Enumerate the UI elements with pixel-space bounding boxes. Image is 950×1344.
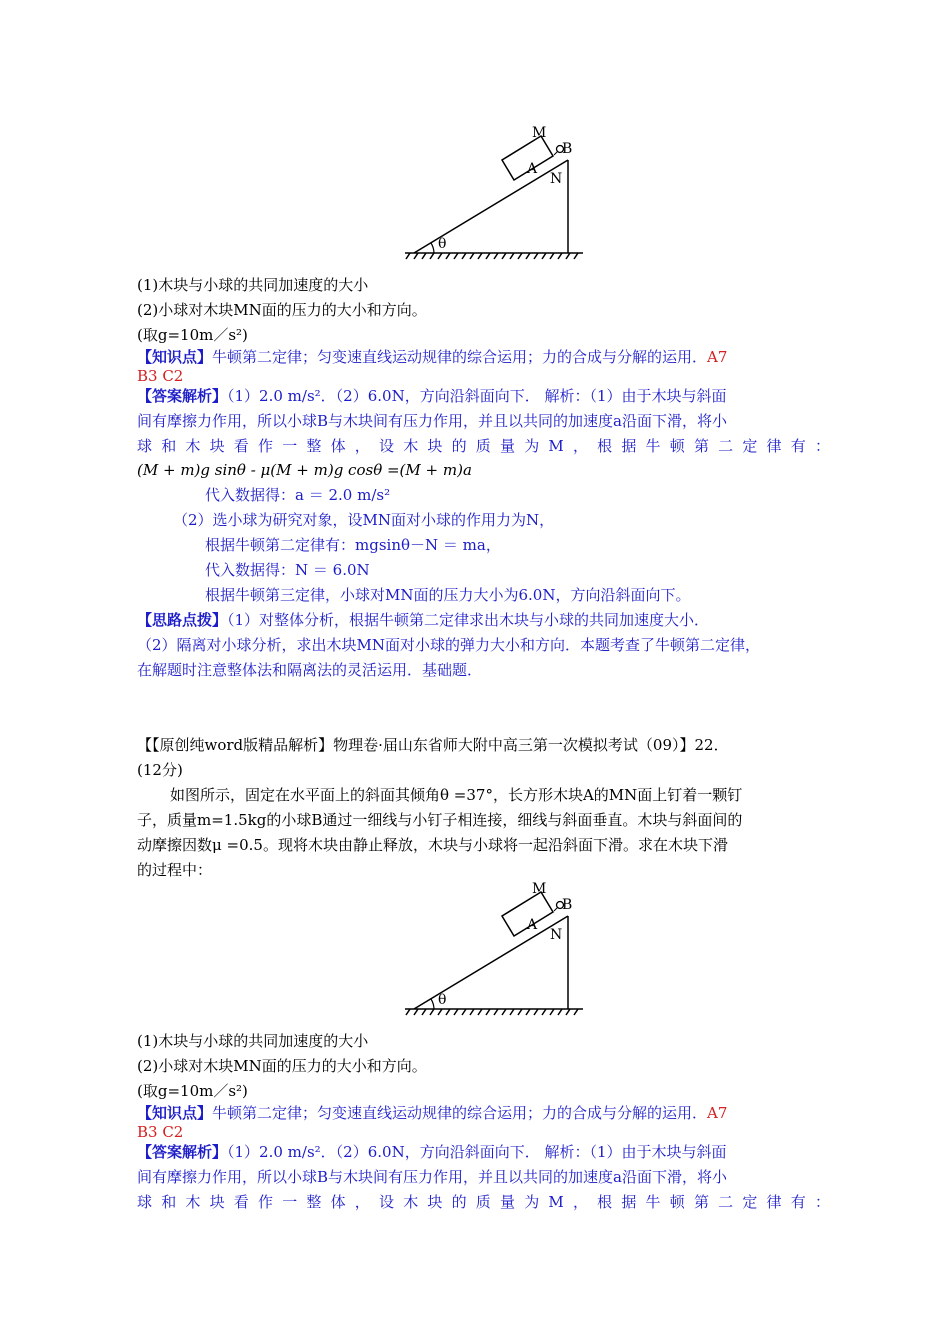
knowledge-point xyxy=(137,1103,727,1123)
part-2-line: （2）选小球为研究对象，设MN面对小球的作用力为N， xyxy=(173,511,555,529)
answer-tag: 【答案解析】 xyxy=(137,1143,228,1161)
ground-line xyxy=(405,1009,583,1015)
angle-label: θ xyxy=(438,236,447,252)
label-a: A xyxy=(527,161,538,177)
label-m: M xyxy=(532,125,547,141)
problem-header: 【【原创纯word版精品解析】物理卷·届山东省师大附中高三第一次模拟考试（09）】22． xyxy=(137,736,729,754)
hint-line-3: 在解题时注意整体法和隔离法的灵活运用．基础题． xyxy=(137,661,483,679)
label-n: N xyxy=(550,927,563,943)
label-m: M xyxy=(532,881,547,897)
knowledge-point xyxy=(137,347,727,367)
knowledge-point-codes-cont: B3 C2 xyxy=(137,1123,184,1141)
knowledge-point-tag: 【知识点】 xyxy=(137,348,213,366)
incline-figure xyxy=(400,120,590,260)
knowledge-point-text: 牛顿第二定律；匀变速直线运动规律的综合运用；力的合成与分解的运用． xyxy=(212,1104,708,1122)
knowledge-point-codes: A7 xyxy=(707,1104,728,1122)
angle-arc xyxy=(431,999,434,1009)
gravity-note: (取g=10m／s²) xyxy=(137,1082,248,1100)
question-2: (2)小球对木块MN面的压力的大小和方向。 xyxy=(137,1057,427,1075)
knowledge-point-codes: A7 xyxy=(707,348,728,366)
problem-text-3: 动摩擦因数μ =0.5。现将木块由静止释放，木块与小球将一起沿斜面下滑。求在木块下滑 xyxy=(137,836,728,854)
incline-figure-2 xyxy=(400,876,590,1016)
label-b: B xyxy=(562,141,573,157)
knowledge-point-codes-cont: B3 C2 xyxy=(137,367,184,385)
ground-line xyxy=(405,253,583,259)
problem-text-1: 如图所示，固定在水平面上的斜面其倾角θ =37°，长方形木块A的MN面上钉着一颗钉 xyxy=(170,786,743,804)
angle-arc xyxy=(431,243,434,253)
label-b: B xyxy=(562,897,573,913)
problem-text-2: 子，质量m=1.5kg的小球B通过一细线与小钉子相连接，细线与斜面垂直。木块与斜面间的 xyxy=(137,811,743,829)
hint-line-2: （2）隔离对小球分析，求出木块MN面对小球的弹力大小和方向．本题考查了牛顿第二定律， xyxy=(137,636,761,654)
answer-text: （1）2.0 m/s²．（2）6.0N，方向沿斜面向下． 解析：（1）由于木块与斜面 xyxy=(227,1143,727,1161)
knowledge-point-tag: 【知识点】 xyxy=(137,1104,213,1122)
knowledge-point-text: 牛顿第二定律；匀变速直线运动规律的综合运用；力的合成与分解的运用． xyxy=(212,348,708,366)
hint-tag: 【思路点拨】 xyxy=(137,611,228,629)
newton-second-line: 根据牛顿第二定律有：mgsinθ－N ＝ ma， xyxy=(205,536,501,554)
answer-tag: 【答案解析】 xyxy=(137,387,228,405)
label-a: A xyxy=(527,917,538,933)
answer-line-1 xyxy=(137,386,727,406)
substitute-line-1: 代入数据得：a ＝ 2.0 m/s² xyxy=(205,486,391,504)
label-n: N xyxy=(550,171,563,187)
question-2: (2)小球对木块MN面的压力的大小和方向。 xyxy=(137,301,427,319)
question-1: (1)木块与小球的共同加速度的大小 xyxy=(137,276,369,294)
answer-text: （1）2.0 m/s²．（2）6.0N，方向沿斜面向下． 解析：（1）由于木块与斜面 xyxy=(227,387,727,405)
answer-line-1 xyxy=(137,1142,727,1162)
answer-line-2: 间有摩擦力作用，所以小球B与木块间有压力作用，并且以共同的加速度a沿面下滑，将小 xyxy=(137,1168,727,1186)
answer-equation: (M + m)g sinθ - μ(M + m)g cosθ =(M + m)a xyxy=(137,461,472,479)
substitute-line-2: 代入数据得：N ＝ 6.0N xyxy=(205,561,370,579)
newton-third-line: 根据牛顿第三定律，小球对MN面的压力大小为6.0N，方向沿斜面向下。 xyxy=(205,586,691,604)
answer-line-2: 间有摩擦力作用，所以小球B与木块间有压力作用，并且以共同的加速度a沿面下滑，将小 xyxy=(137,412,727,430)
hint-line-1 xyxy=(137,610,709,630)
gravity-note: (取g=10m／s²) xyxy=(137,326,248,344)
problem-text-4: 的过程中： xyxy=(137,861,213,879)
answer-line-3: 球和木块看作一整体，设木块的质量为M，根据牛顿第二定律有： xyxy=(137,1193,840,1211)
angle-label: θ xyxy=(438,992,447,1008)
answer-line-3: 球和木块看作一整体，设木块的质量为M，根据牛顿第二定律有： xyxy=(137,437,840,455)
hint-text: （1）对整体分析，根据牛顿第二定律求出木块与小球的共同加速度大小． xyxy=(227,611,710,629)
problem-points: (12分) xyxy=(137,761,183,779)
question-1: (1)木块与小球的共同加速度的大小 xyxy=(137,1032,369,1050)
